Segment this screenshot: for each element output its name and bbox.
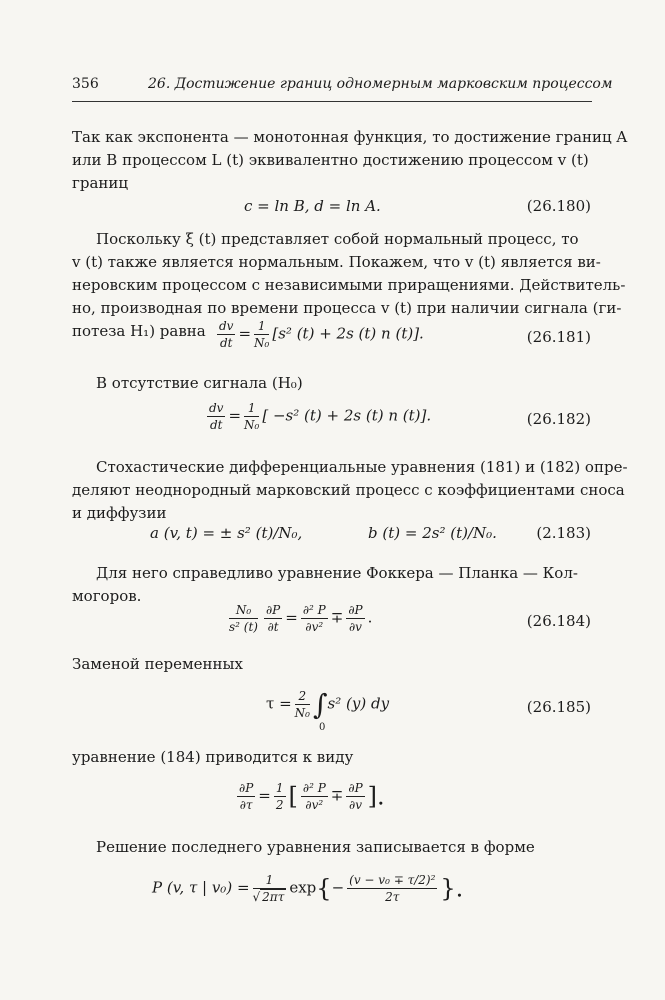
frac-num: 1 [244, 400, 259, 417]
frac-num: ∂P [348, 781, 363, 795]
paragraph-line: Решение последнего уравнения записывается в форме [96, 838, 535, 856]
bracket-open: [ [288, 782, 298, 811]
equation-number: (26.182) [526, 410, 591, 428]
operator: ∓ [330, 608, 344, 627]
frac-num: (v − v₀ ∓ τ/2)² [349, 873, 436, 887]
equation-lhs: P (v, τ | v₀) = [152, 878, 250, 897]
equation-rhs: [s² (t) + 2s (t) n (t)]. [272, 324, 424, 343]
paragraph-line: Поскольку ξ (t) представляет собой нормальный процесс, то [96, 230, 579, 248]
equation-number: (2.183) [536, 524, 591, 542]
frac-den: N₀ [244, 418, 260, 432]
frac-den: N₀ [254, 336, 270, 350]
paragraph-line: или B процессом L (t) эквивалентно достижению процессом v (t) [72, 151, 589, 169]
integral-lower-limit: 0 [318, 722, 326, 733]
paragraph-line: неровским процессом с независимыми приращениями. Действитель- [72, 276, 626, 294]
equation-number: (26.185) [526, 698, 591, 716]
equation-26-181: $\frac{dv}{dt}$ = $\frac{1}{\text{N₀}}$ [s² (t) + 2s (t) n (t)]. [219, 319, 424, 350]
integral-sign: ∫ 0 [312, 688, 328, 733]
paragraph-line: Стохастические дифференциальные уравнения (181) и (182) опре- [96, 458, 628, 476]
frac-num: ∂² P [302, 603, 326, 617]
paragraph-line: В отсутствие сигнала (H₀) [96, 374, 303, 392]
equation-lhs: τ = [266, 694, 292, 713]
equation-26-183-left: a (v, t) = ± s² (t)/N₀, [150, 524, 303, 542]
frac-num: 1 [254, 318, 269, 335]
header-rule [72, 101, 592, 102]
equation-number: (26.181) [526, 328, 591, 346]
frac-num: ∂P [265, 603, 281, 617]
frac-den: ∂v [348, 620, 362, 634]
paragraph-line: но, производная по времени процесса v (t) при наличии сигнала (ги- [72, 299, 622, 317]
paragraph-line: и диффузии [72, 504, 167, 522]
frac-num: dv [209, 401, 224, 415]
frac-num: dv [219, 319, 234, 333]
frac-num: 2 [295, 688, 310, 705]
frac-den: s² (t) [229, 620, 258, 634]
paragraph-line: Так как экспонента — монотонная функция, то достижение границ A [72, 128, 628, 146]
equation-26-186 [234, 780, 385, 813]
equation-26-183-right: b (t) = 2s² (t)/N₀. [368, 524, 497, 542]
frac-den: 2τ [385, 890, 400, 904]
operator: ∓ [330, 786, 344, 805]
sqrt-denominator: √ 2πτ [252, 890, 285, 904]
equation-26-185 [266, 688, 390, 733]
integrand: s² (y) dy [327, 694, 390, 713]
frac-den: N₀ [294, 706, 310, 720]
brace-open: { [316, 874, 332, 903]
frac-den: ∂v² [305, 620, 324, 634]
paragraph-line: деляют неоднородный марковский процесс с коэффициентами сноса [72, 481, 625, 499]
equation-26-184 [226, 602, 372, 635]
paragraph-line: границ [72, 174, 129, 192]
frac-num: ∂P [239, 781, 254, 795]
equation-number: (26.180) [526, 197, 591, 215]
paragraph-line: уравнение (184) приводится к виду [72, 748, 354, 766]
frac-den: ∂v² [305, 798, 324, 812]
equals-sign: = [285, 608, 298, 627]
frac-num: ∂² P [302, 781, 326, 795]
paragraph-line: могоров. [72, 587, 142, 605]
running-title: 26. Достижение границ одномерным марковским процессом [148, 76, 613, 92]
frac-den: dt [209, 418, 223, 432]
minus-sign: − [331, 878, 345, 897]
paragraph-line: потеза H₁) равна [72, 322, 206, 340]
frac-den: ∂v [349, 798, 362, 812]
bracket-close: ]. [367, 782, 385, 811]
frac-num: 1 [253, 872, 287, 889]
frac-num: 1 [275, 781, 284, 795]
equation-tail: . [367, 608, 373, 627]
page-number: 356 [72, 76, 99, 92]
frac-den: ∂τ [239, 798, 253, 812]
equation-26-180: c = ln B, d = ln A. [244, 197, 381, 215]
equation-rhs: [ −s² (t) + 2s (t) n (t)]. [262, 406, 432, 425]
brace-close: }. [440, 874, 464, 903]
frac-den: ∂t [267, 620, 279, 634]
equation-number: (26.184) [526, 612, 591, 630]
paragraph-line: Заменой переменных [72, 655, 243, 673]
frac-den: dt [219, 336, 233, 350]
paragraph-line: v (t) также является нормальным. Покажем, что v (t) является ви- [72, 253, 601, 271]
equation-26-182: $\frac{dv}{dt}$ = $\frac{1}{\text{N₀}}$ [ −s² (t) + 2s (t) n (t)]. [209, 401, 432, 432]
equals-sign: = [258, 786, 271, 805]
paragraph-line: Для него справедливо уравнение Фоккера — Планка — Кол- [96, 564, 578, 582]
equation-26-187 [152, 872, 463, 905]
frac-num: ∂P [348, 603, 363, 617]
exp-function: exp [289, 878, 317, 897]
frac-num: N₀ [229, 602, 258, 619]
frac-den: 2 [275, 798, 284, 812]
